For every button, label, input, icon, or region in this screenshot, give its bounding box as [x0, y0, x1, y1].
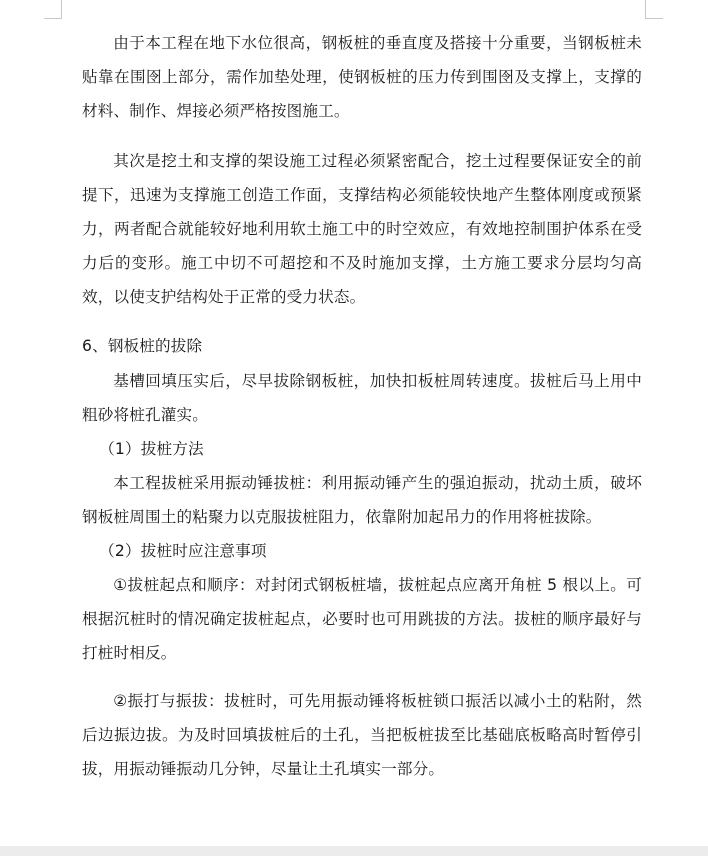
document-body: [82, 26, 642, 786]
paragraph-vibratory-hammer-method: 本工程拔桩采用振动锤拔桩：利用振动锤产生的强迫振动，扰动土质，破坏钢板桩周围土的粘聚力以克服拔桩阻力，依靠附加起吊力的作用将桩拔除。: [82, 474, 642, 526]
section-heading-pile-removal: 6、钢板桩的拔除: [82, 337, 203, 355]
page-bottom-edge: [0, 846, 708, 856]
paragraph-removal-start-and-order: ①拔桩起点和顺序：对封闭式钢板桩墙，拔桩起点应离开角桩 5 根以上。可根据沉桩时的情况确定拔桩起点，必要时也可用跳拔的方法。拔桩的顺序最好与打桩时相反。: [82, 576, 642, 662]
paragraph-backfill-and-removal: 基槽回填压实后，尽早拔除钢板桩，加快扣板桩周转速度。拔桩后马上用中粗砂将桩孔灌实。: [82, 372, 642, 424]
subheading-removal-method: （1）拔桩方法: [99, 440, 204, 458]
crop-mark-top-right-vertical: [645, 0, 646, 18]
paragraph-excavation-and-support: 其次是挖土和支撑的架设施工过程必须紧密配合，挖土过程要保证安全的前提下，迅速为支撑施工创造工作面，支撑结构必须能较快地产生整体刚度或预紧力，两者配合就能较好地利用软土施工中的时空效应，有效地控制围护体系在受力后的变形。施工中切不可超挖和不及时施加支撑，土方施工要求分层均匀高效，以使支护结构处于正常的受力状态。: [82, 152, 642, 306]
paragraph-steel-sheet-pile-verticality: 由于本工程在地下水位很高，钢板桩的垂直度及搭接十分重要，当钢板桩未贴靠在围囹上部分，需作加垫处理，使钢板桩的压力传到围囹及支撑上，支撑的材料、制作、焊接必须严格按图施工。: [82, 34, 642, 120]
subheading-removal-precautions: （2）拔桩时应注意事项: [99, 542, 267, 560]
crop-mark-top-left-horizontal: [44, 18, 62, 19]
paragraph-vibrate-and-extract: ②振打与振拔：拔桩时，可先用振动锤将板桩锁口振活以减小土的粘附，然后边振边拔。为及时回填拔桩后的土孔，当把板桩拔至比基础底板略高时暂停引拔，用振动锤振动几分钟，尽量让土孔填实一部分。: [82, 692, 642, 778]
crop-mark-top-right-horizontal: [645, 18, 663, 19]
crop-mark-top-left-vertical: [61, 0, 62, 18]
